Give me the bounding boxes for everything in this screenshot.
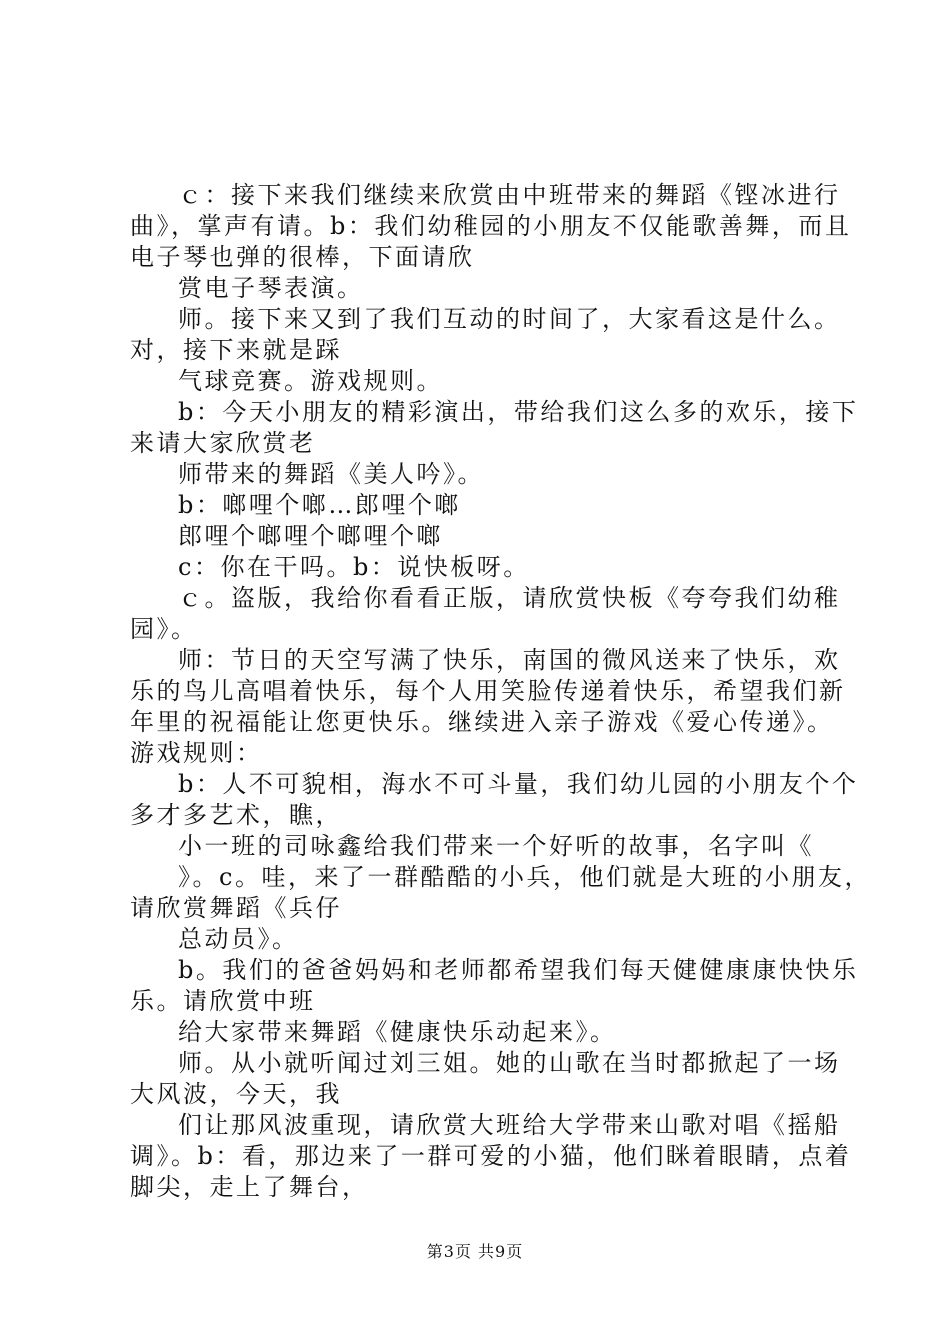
- text-line: 大风波，今天，我: [130, 1080, 342, 1108]
- text-line: 年里的祝福能让您更快乐。继续进入亲子游戏《爱心传递》。: [130, 708, 834, 736]
- text-line: 师带来的舞蹈《美人吟》。: [178, 460, 484, 488]
- text-line: 对，接下来就是踩: [130, 336, 342, 364]
- text-line: 郎哩个啷哩个啷哩个啷: [178, 522, 443, 550]
- text-line: 赏电子琴表演。: [178, 274, 364, 302]
- text-line: 游戏规则：: [130, 739, 263, 767]
- text-line: ｃ。盗版，我给你看看正版，请欣赏快板《夸夸我们幼稚: [178, 584, 841, 612]
- text-line: 》。c。哇，来了一群酷酷的小兵，他们就是大班的小朋友，: [178, 863, 871, 891]
- text-line: ｃ：接下来我们继续来欣赏由中班带来的舞蹈《铿冰进行: [178, 181, 841, 209]
- page-number-footer: 第3页 共9页: [426, 1242, 524, 1261]
- text-line: c：你在干吗。b：说快板呀。: [178, 553, 530, 581]
- text-line: 脚尖，走上了舞台，: [130, 1173, 369, 1201]
- text-line: 师：节日的天空写满了快乐，南国的微风送来了快乐，欢: [178, 646, 841, 674]
- text-line: 多才多艺术，瞧，: [130, 801, 342, 829]
- text-line: b。我们的爸爸妈妈和老师都希望我们每天健健康康快快乐: [178, 956, 859, 984]
- text-line: 师。从小就听闻过刘三姐。她的山歌在当时都掀起了一场: [178, 1049, 841, 1077]
- text-line: 来请大家欣赏老: [130, 429, 316, 457]
- text-line: 园》。: [130, 615, 198, 643]
- text-line: 请欣赏舞蹈《兵仔: [130, 894, 342, 922]
- text-line: 调》。b：看，那边来了一群可爱的小猫，他们眯着眼睛，点着: [130, 1142, 852, 1170]
- text-line: 乐。请欣赏中班: [130, 987, 316, 1015]
- text-line: 乐的鸟儿高唱着快乐，每个人用笑脸传递着快乐，希望我们新: [130, 677, 846, 705]
- text-line: 给大家带来舞蹈《健康快乐动起来》。: [178, 1018, 617, 1046]
- text-line: b：今天小朋友的精彩演出，带给我们这么多的欢乐，接下: [178, 398, 859, 426]
- text-line: 总动员》。: [178, 925, 299, 953]
- text-line: 电子琴也弹的很棒，下面请欣: [130, 243, 475, 271]
- text-line: 师。接下来又到了我们互动的时间了，大家看这是什么。: [178, 305, 841, 333]
- text-line: 气球竞赛。游戏规则。: [178, 367, 443, 395]
- text-line: b：啷哩个啷…郎哩个啷: [178, 491, 461, 519]
- text-line: 们让那风波重现，请欣赏大班给大学带来山歌对唱《摇船: [178, 1111, 841, 1139]
- text-line: 曲》，掌声有请。b：我们幼稚园的小朋友不仅能歌善舞，而且: [130, 212, 852, 240]
- text-line: 小一班的司咏鑫给我们带来一个好听的故事，名字叫《: [178, 832, 814, 860]
- text-line: b：人不可貌相，海水不可斗量，我们幼儿园的小朋友个个: [178, 770, 859, 798]
